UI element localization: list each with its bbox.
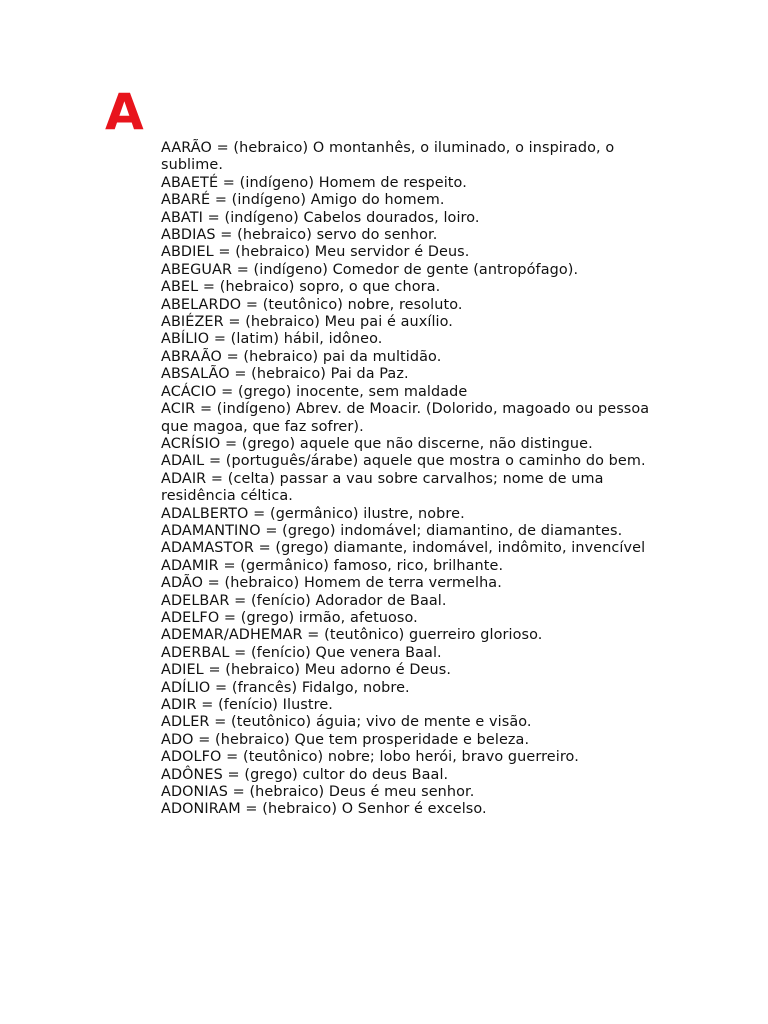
name-entry: ACÁCIO = (grego) inocente, sem maldade (161, 383, 468, 400)
name-entry: ADONIAS = (hebraico) Deus é meu senhor. (161, 784, 475, 801)
name-entry: ADIR = (fenício) Ilustre. (161, 697, 333, 713)
name-entry: ADAMANTINO = (grego) indomável; diamantino, de diamantes. (161, 522, 623, 539)
name-entry: ADAMIR = (germânico) famoso, rico, brilhante. (161, 557, 504, 574)
name-entry: ADIEL = (hebraico) Meu adorno é Deus. (161, 662, 451, 679)
name-entry: ADAIR = (celta) passar a vau sobre carvalhos; nome de uma residência céltica. (161, 470, 604, 505)
name-entry: ABDIEL = (hebraico) Meu servidor é Deus. (161, 244, 470, 261)
name-entry: ADELFO = (grego) irmão, afetuoso. (161, 609, 418, 626)
name-entry: ABEGUAR = (indígeno) Comedor de gente (antropófago). (161, 261, 579, 278)
name-entry: ABÍLIO = (latim) hábil, idôneo. (161, 331, 383, 348)
name-entry: ABEL = (hebraico) sopro, o que chora. (161, 279, 441, 296)
name-entry: ACIR = (indígeno) Abrev. de Moacir. (Dolorido, magoado ou pessoa que magoa, que faz sofrer). (161, 401, 650, 435)
section-letter-heading: A (105, 83, 144, 141)
name-entry: ADÃO = (hebraico) Homem de terra vermelha. (161, 575, 502, 592)
name-entry: ABIÉZER = (hebraico) Meu pai é auxílio. (161, 314, 453, 331)
name-entry: ADLER = (teutônico) águia; vivo de mente e visão. (161, 714, 532, 731)
name-entry: ADOLFO = (teutônico) nobre; lobo herói, bravo guerreiro. (161, 749, 579, 766)
name-entry: ABELARDO = (teutônico) nobre, resoluto. (161, 296, 463, 313)
name-entry: ABAETÉ = (indígeno) Homem de respeito. (161, 174, 467, 191)
name-entry: ADÔNES = (grego) cultor do deus Baal. (161, 766, 449, 783)
name-entry: ADELBAR = (fenício) Adorador de Baal. (161, 592, 447, 609)
name-entry: ADONIRAM = (hebraico) O Senhor é excelso. (161, 801, 487, 818)
name-entry: ADO = (hebraico) Que tem prosperidade e beleza. (161, 731, 530, 748)
name-entry: ACRÍSIO = (grego) aquele que não discerne, não distingue. (161, 435, 593, 452)
name-entry: AARÃO = (hebraico) O montanhês, o iluminado, o inspirado, o sublime. (161, 140, 615, 174)
name-entry: ABRAÃO = (hebraico) pai da multidão. (161, 348, 442, 365)
name-entry: ABATI = (indígeno) Cabelos dourados, loiro. (161, 209, 480, 226)
name-entry: ADALBERTO = (germânico) ilustre, nobre. (161, 505, 465, 522)
name-entry: ADAMASTOR = (grego) diamante, indomável, indômito, invencível (161, 540, 646, 557)
name-entry: ABARÉ = (indígeno) Amigo do homem. (161, 192, 445, 209)
name-entry: ADEMAR/ADHEMAR = (teutônico) guerreiro glorioso. (161, 627, 543, 644)
name-entry-list (161, 140, 661, 819)
name-entry: ADERBAL = (fenício) Que venera Baal. (161, 644, 442, 661)
name-entry: ABSALÃO = (hebraico) Pai da Paz. (161, 366, 409, 383)
name-entry: ADAIL = (português/árabe) aquele que mostra o caminho do bem. (161, 453, 646, 470)
name-entry: ABDIAS = (hebraico) servo do senhor. (161, 227, 438, 244)
name-entry: ADÍLIO = (francês) Fidalgo, nobre. (161, 679, 410, 696)
